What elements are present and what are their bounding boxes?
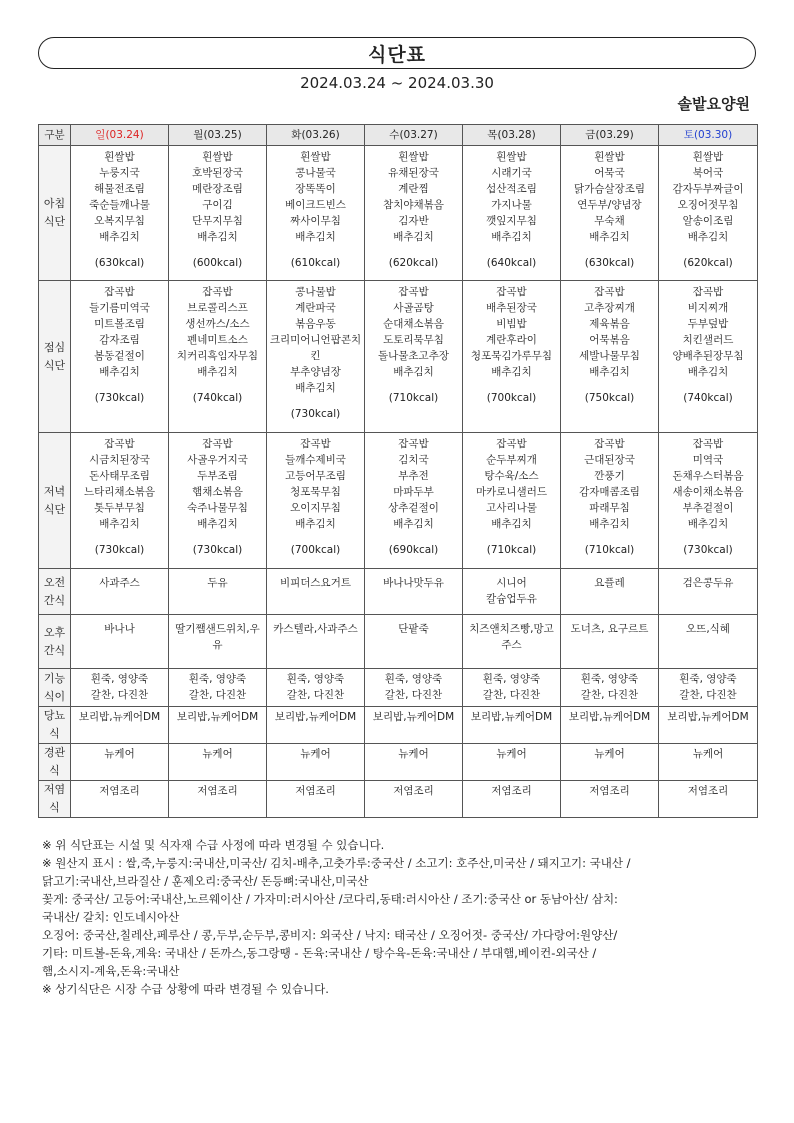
menu-cell bbox=[463, 781, 561, 818]
menu-cell bbox=[71, 781, 169, 818]
menu-item: 검은콩두유 bbox=[682, 577, 734, 589]
menu-item: 부추겉절이 bbox=[682, 502, 734, 514]
note-line: 닭고기:국내산,브라질산 / 훈제오리:중국산/ 돈등뼈:국내산,미국산 bbox=[42, 874, 369, 888]
menu-item: 시금치된장국 bbox=[89, 454, 150, 466]
menu-item: 고사리나물 bbox=[486, 502, 537, 514]
menu-item: 흰죽, 영양죽 갈찬, 다진찬 bbox=[580, 673, 639, 701]
menu-item: 돈채우스터볶음 bbox=[672, 470, 744, 482]
menu-item: 배추김치 bbox=[393, 231, 434, 243]
menu-item: 유채된장국 bbox=[388, 167, 439, 179]
menu-item: 보리밥,뉴케어DM bbox=[568, 711, 651, 723]
calorie-label: (730kcal) bbox=[683, 544, 733, 556]
menu-item: 잡곡밥 bbox=[104, 438, 135, 450]
menu-item: 잡곡밥 bbox=[594, 438, 625, 450]
menu-item: 비빔밥 bbox=[496, 318, 527, 330]
menu-item: 뉴케어 bbox=[104, 748, 135, 760]
menu-cell bbox=[169, 433, 267, 569]
menu-item: 뉴케어 bbox=[594, 748, 625, 760]
menu-cell bbox=[71, 569, 169, 615]
menu-item: 감자조림 bbox=[99, 334, 140, 346]
menu-item: 계란파국 bbox=[295, 302, 336, 314]
menu-item: 오이지무침 bbox=[290, 502, 341, 514]
calorie-label: (630kcal) bbox=[94, 257, 145, 269]
menu-item: 배추김치 bbox=[393, 518, 434, 530]
menu-item: 배추김치 bbox=[589, 366, 630, 378]
menu-item: 미역국 bbox=[692, 454, 724, 466]
menu-item: 흰쌀밥 bbox=[202, 151, 233, 163]
menu-cell bbox=[267, 707, 365, 744]
menu-item: 오징어젓무침 bbox=[677, 199, 739, 211]
row-category-label: 당뇨 식 bbox=[39, 707, 71, 744]
menu-cell bbox=[169, 281, 267, 433]
menu-item: 마카로니샐러드 bbox=[475, 486, 547, 498]
menu-item: 북어국 bbox=[692, 167, 724, 179]
menu-item: 저염조리 bbox=[687, 785, 729, 797]
menu-item: 잡곡밥 bbox=[202, 438, 233, 450]
menu-item: 저염조리 bbox=[99, 785, 140, 797]
menu-item: 뉴케어 bbox=[300, 748, 331, 760]
menu-cell bbox=[267, 433, 365, 569]
menu-row bbox=[39, 744, 758, 781]
menu-row bbox=[39, 146, 758, 281]
note-line: ※ 위 식단표는 시설 및 식자재 수급 사정에 따라 변경될 수 있습니다. bbox=[42, 838, 385, 852]
calorie-label: (700kcal) bbox=[290, 544, 341, 556]
menu-cell bbox=[169, 569, 267, 615]
menu-item: 돈사태무조림 bbox=[89, 470, 150, 482]
menu-item: 보리밥,뉴케어DM bbox=[176, 711, 259, 723]
menu-item: 바나나맛두유 bbox=[383, 577, 444, 589]
menu-item: 보리밥,뉴케어DM bbox=[667, 711, 749, 723]
menu-item: 마파두부 bbox=[393, 486, 434, 498]
menu-cell bbox=[169, 146, 267, 281]
menu-cell bbox=[169, 781, 267, 818]
menu-item: 죽순들깨나물 bbox=[89, 199, 150, 211]
menu-item: 섭산적조림 bbox=[486, 183, 537, 195]
menu-item: 배추김치 bbox=[491, 366, 532, 378]
menu-item: 브로콜리스프 bbox=[187, 302, 248, 314]
menu-cell bbox=[365, 146, 463, 281]
menu-cell bbox=[561, 569, 659, 615]
menu-cell bbox=[169, 669, 267, 707]
menu-cell bbox=[463, 744, 561, 781]
menu-item: 비지찌개 bbox=[687, 302, 729, 314]
menu-item: 흰죽, 영양죽 갈찬, 다진찬 bbox=[286, 673, 345, 701]
calorie-label: (620kcal) bbox=[683, 257, 733, 269]
menu-item: 배추김치 bbox=[197, 366, 238, 378]
menu-row bbox=[39, 707, 758, 744]
menu-cell bbox=[267, 569, 365, 615]
menu-item: 김자반 bbox=[398, 215, 429, 227]
menu-item: 흰쌀밥 bbox=[594, 151, 625, 163]
row-category-label: 저녁 식단 bbox=[39, 433, 71, 569]
menu-item: 펜네미트소스 bbox=[187, 334, 248, 346]
menu-cell bbox=[267, 615, 365, 669]
menu-item: 김치국 bbox=[398, 454, 429, 466]
menu-item: 두부조림 bbox=[197, 470, 238, 482]
organization-name: 솔밭요양원 bbox=[677, 95, 750, 113]
menu-item: 도너츠, 요구르트 bbox=[570, 623, 649, 635]
menu-item: 잡곡밥 bbox=[104, 286, 135, 298]
menu-item: 돌나물초고추장 bbox=[377, 350, 449, 362]
calorie-label: (690kcal) bbox=[388, 544, 439, 556]
menu-item: 들깨수제비국 bbox=[285, 454, 346, 466]
calorie-label: (740kcal) bbox=[192, 392, 243, 404]
note-line: 꽃게: 중국산/ 고등어:국내산,노르웨이산 / 가자미:러시아산 /코다리,동태:러시아산 / 조기:중국산 or 동남아산/ 삼치: bbox=[42, 892, 618, 906]
menu-item: 두부덮밥 bbox=[687, 318, 729, 330]
menu-item: 비피더스요거트 bbox=[279, 577, 351, 589]
menu-item: 양배추된장무침 bbox=[672, 350, 744, 362]
menu-item: 햄채소볶음 bbox=[192, 486, 243, 498]
menu-cell bbox=[659, 615, 758, 669]
menu-item: 새송이채소볶음 bbox=[672, 486, 744, 498]
menu-item: 잡곡밥 bbox=[496, 286, 527, 298]
menu-item: 오뜨,식혜 bbox=[686, 623, 730, 635]
menu-item: 단팥죽 bbox=[398, 623, 429, 635]
menu-row bbox=[39, 669, 758, 707]
row-category-label: 점심 식단 bbox=[39, 281, 71, 433]
menu-item: 호박된장국 bbox=[192, 167, 243, 179]
menu-cell bbox=[561, 146, 659, 281]
menu-item: 어묵국 bbox=[594, 167, 625, 179]
menu-item: 치커리흑임자무침 bbox=[176, 350, 259, 362]
menu-item: 잡곡밥 bbox=[692, 438, 724, 450]
menu-item: 감자두부짜글이 bbox=[672, 183, 744, 195]
menu-item: 순대채소볶음 bbox=[383, 318, 444, 330]
day-header-mon: 월(03.25) bbox=[169, 125, 267, 146]
calorie-label: (710kcal) bbox=[388, 392, 439, 404]
menu-item: 저염조리 bbox=[589, 785, 630, 797]
day-header-wed: 수(03.27) bbox=[365, 125, 463, 146]
menu-item: 사과주스 bbox=[99, 577, 140, 589]
calorie-label: (730kcal) bbox=[94, 544, 145, 556]
menu-item: 보리밥,뉴케어DM bbox=[470, 711, 553, 723]
menu-item: 제육볶음 bbox=[589, 318, 630, 330]
menu-item: 흰죽, 영양죽 갈찬, 다진찬 bbox=[482, 673, 541, 701]
menu-item: 배추김치 bbox=[491, 518, 532, 530]
day-header-thu: 목(03.28) bbox=[463, 125, 561, 146]
note-line: 국내산/ 갈치: 인도네시아산 bbox=[42, 910, 180, 924]
menu-cell bbox=[365, 569, 463, 615]
menu-cell bbox=[659, 433, 758, 569]
header-row bbox=[39, 125, 758, 146]
calorie-label: (700kcal) bbox=[486, 392, 537, 404]
menu-item: 흰쌀밥 bbox=[104, 151, 135, 163]
calorie-label: (750kcal) bbox=[584, 392, 635, 404]
menu-cell bbox=[267, 669, 365, 707]
menu-item: 흰쌀밥 bbox=[496, 151, 527, 163]
note-line: 햄,소시지-계육,돈육:국내산 bbox=[42, 964, 180, 978]
menu-item: 배추김치 bbox=[295, 382, 336, 394]
menu-item: 숙주나물무침 bbox=[187, 502, 248, 514]
menu-cell bbox=[463, 569, 561, 615]
menu-cell bbox=[659, 146, 758, 281]
menu-item: 근대된장국 bbox=[584, 454, 635, 466]
menu-item: 저염조리 bbox=[393, 785, 434, 797]
menu-cell bbox=[659, 281, 758, 433]
menu-cell bbox=[71, 146, 169, 281]
menu-item: 메란장조림 bbox=[192, 183, 243, 195]
menu-item: 콩나물국 bbox=[295, 167, 336, 179]
menu-cell bbox=[463, 281, 561, 433]
menu-item: 사골우거지국 bbox=[187, 454, 248, 466]
row-category-label: 기능 식이 bbox=[39, 669, 71, 707]
menu-cell bbox=[71, 744, 169, 781]
menu-item: 흰죽, 영양죽 갈찬, 다진찬 bbox=[384, 673, 443, 701]
menu-cell bbox=[365, 669, 463, 707]
menu-cell bbox=[267, 146, 365, 281]
menu-item: 봄동겉절이 bbox=[94, 350, 145, 362]
menu-cell bbox=[463, 433, 561, 569]
menu-item: 저염조리 bbox=[295, 785, 336, 797]
menu-cell bbox=[659, 744, 758, 781]
menu-cell bbox=[365, 433, 463, 569]
menu-cell bbox=[71, 669, 169, 707]
menu-item: 배추김치 bbox=[197, 231, 238, 243]
menu-body bbox=[39, 146, 758, 818]
menu-item: 흰죽, 영양죽 갈찬, 다진찬 bbox=[188, 673, 247, 701]
menu-item: 감자매콤조림 bbox=[579, 486, 640, 498]
menu-item: 장똑똑이 bbox=[295, 183, 336, 195]
menu-cell bbox=[71, 707, 169, 744]
menu-row bbox=[39, 615, 758, 669]
menu-cell bbox=[561, 281, 659, 433]
menu-item: 청포묵김가루무침 bbox=[470, 350, 553, 362]
menu-item: 청포묵무침 bbox=[290, 486, 341, 498]
menu-item: 계란후라이 bbox=[486, 334, 537, 346]
menu-item: 단무지무침 bbox=[192, 215, 243, 227]
menu-cell bbox=[365, 781, 463, 818]
day-header-sat: 토(03.30) bbox=[659, 125, 758, 146]
menu-item: 시니어 칼슘업두유 bbox=[486, 577, 537, 605]
menu-item: 파래무침 bbox=[589, 502, 630, 514]
menu-item: 연두부/양념장 bbox=[577, 199, 642, 211]
menu-item: 베이크드빈스 bbox=[285, 199, 346, 211]
menu-item: 배추김치 bbox=[99, 366, 140, 378]
menu-item: 배추김치 bbox=[589, 518, 630, 530]
menu-item: 배추김치 bbox=[295, 231, 336, 243]
calorie-label: (600kcal) bbox=[192, 257, 243, 269]
menu-item: 흰쌀밥 bbox=[692, 151, 724, 163]
menu-item: 콩나물밥 bbox=[295, 286, 336, 298]
menu-item: 부추양념장 bbox=[290, 366, 341, 378]
menu-item: 고추장찌개 bbox=[584, 302, 635, 314]
menu-item: 흰쌀밥 bbox=[398, 151, 429, 163]
menu-item: 사골곰탕 bbox=[393, 302, 434, 314]
menu-item: 잡곡밥 bbox=[594, 286, 625, 298]
menu-item: 들기름미역국 bbox=[89, 302, 150, 314]
note-line: ※ 상기식단은 시장 수급 상황에 따라 변경될 수 있습니다. bbox=[42, 982, 329, 996]
menu-item: 잡곡밥 bbox=[300, 438, 331, 450]
menu-cell bbox=[169, 707, 267, 744]
row-category-label: 저염 식 bbox=[39, 781, 71, 818]
menu-item: 닭가슴살장조림 bbox=[573, 183, 645, 195]
notes-section bbox=[42, 836, 762, 998]
menu-item: 잡곡밥 bbox=[398, 286, 429, 298]
menu-item: 오복지무침 bbox=[94, 215, 145, 227]
header-label: 구분 bbox=[39, 125, 71, 146]
menu-item: 바나나 bbox=[104, 623, 135, 635]
menu-cell bbox=[659, 707, 758, 744]
menu-row bbox=[39, 569, 758, 615]
menu-item: 요플레 bbox=[594, 577, 625, 589]
menu-item: 뉴케어 bbox=[202, 748, 233, 760]
menu-item: 고등어무조림 bbox=[285, 470, 346, 482]
menu-item: 부추전 bbox=[398, 470, 429, 482]
menu-row bbox=[39, 781, 758, 818]
menu-item: 저염조리 bbox=[491, 785, 532, 797]
menu-item: 톳두부무침 bbox=[94, 502, 145, 514]
calorie-label: (730kcal) bbox=[192, 544, 243, 556]
menu-title: 식단표 bbox=[38, 37, 756, 69]
note-line: 오징어: 중국산,칠레산,페루산 / 콩,두부,순두부,콩비지: 외국산 / 낙지: 태국산 / 오징어젓- 중국산/ 가다랑어:원양산/ bbox=[42, 928, 618, 942]
menu-item: 순두부찌개 bbox=[486, 454, 537, 466]
menu-item: 치킨샐러드 bbox=[682, 334, 734, 346]
menu-item: 배추김치 bbox=[491, 231, 532, 243]
menu-item: 잡곡밥 bbox=[202, 286, 233, 298]
day-header-sun: 일(03.24) bbox=[71, 125, 169, 146]
menu-item: 흰죽, 영양죽 갈찬, 다진찬 bbox=[679, 673, 737, 701]
menu-cell bbox=[463, 707, 561, 744]
menu-cell bbox=[365, 707, 463, 744]
weekly-menu-table bbox=[38, 124, 758, 818]
menu-item: 세발나물무침 bbox=[579, 350, 640, 362]
row-category-label: 오후 간식 bbox=[39, 615, 71, 669]
menu-item: 배추김치 bbox=[687, 518, 729, 530]
calorie-label: (710kcal) bbox=[584, 544, 635, 556]
row-category-label: 오전 간식 bbox=[39, 569, 71, 615]
menu-item: 배추김치 bbox=[687, 366, 729, 378]
menu-item: 참치야채볶음 bbox=[383, 199, 444, 211]
menu-item: 배추김치 bbox=[589, 231, 630, 243]
menu-item: 배추김치 bbox=[99, 231, 140, 243]
menu-cell bbox=[463, 615, 561, 669]
menu-item: 뉴케어 bbox=[398, 748, 429, 760]
menu-period: 2024.03.24 ~ 2024.03.30 bbox=[300, 74, 494, 92]
menu-cell bbox=[561, 781, 659, 818]
menu-item: 누룽지국 bbox=[99, 167, 140, 179]
menu-item: 배추된장국 bbox=[486, 302, 537, 314]
menu-item: 잡곡밥 bbox=[398, 438, 429, 450]
calorie-label: (740kcal) bbox=[683, 392, 733, 404]
calorie-label: (630kcal) bbox=[584, 257, 635, 269]
menu-row bbox=[39, 281, 758, 433]
calorie-label: (730kcal) bbox=[94, 392, 145, 404]
menu-item: 생선까스/소스 bbox=[185, 318, 250, 330]
menu-cell bbox=[71, 281, 169, 433]
menu-item: 시래기국 bbox=[491, 167, 532, 179]
menu-item: 배추김치 bbox=[687, 231, 729, 243]
menu-cell bbox=[659, 569, 758, 615]
menu-cell bbox=[267, 281, 365, 433]
menu-item: 크리미어니언팝콘치킨 bbox=[269, 334, 362, 362]
menu-item: 느타리채소볶음 bbox=[83, 486, 155, 498]
menu-row bbox=[39, 433, 758, 569]
menu-item: 깻잎지무침 bbox=[486, 215, 537, 227]
menu-cell bbox=[267, 744, 365, 781]
menu-cell bbox=[71, 615, 169, 669]
row-category-label: 아침 식단 bbox=[39, 146, 71, 281]
menu-cell bbox=[561, 744, 659, 781]
menu-cell bbox=[365, 615, 463, 669]
menu-cell bbox=[561, 669, 659, 707]
menu-item: 미트볼조림 bbox=[94, 318, 145, 330]
menu-cell bbox=[561, 615, 659, 669]
menu-item: 볶음우동 bbox=[295, 318, 336, 330]
menu-item: 계란찜 bbox=[398, 183, 429, 195]
menu-item: 치즈앤치즈빵,망고주스 bbox=[469, 623, 554, 651]
calorie-label: (620kcal) bbox=[388, 257, 439, 269]
menu-item: 배추김치 bbox=[99, 518, 140, 530]
menu-cell bbox=[561, 707, 659, 744]
menu-item: 잡곡밥 bbox=[692, 286, 724, 298]
menu-item: 카스텔라,사과주스 bbox=[273, 623, 358, 635]
menu-item: 탕수육/소스 bbox=[484, 470, 539, 482]
menu-item: 상추겉절이 bbox=[388, 502, 439, 514]
menu-cell bbox=[463, 669, 561, 707]
menu-item: 배추김치 bbox=[295, 518, 336, 530]
menu-cell bbox=[561, 433, 659, 569]
menu-item: 도토리묵무침 bbox=[383, 334, 444, 346]
note-line: 기타: 미트볼-돈육,계육: 국내산 / 돈까스,동그랑땡 - 돈육:국내산 / 탕수육-돈육:국내산 / 부대햄,베이컨-외국산 / bbox=[42, 946, 597, 960]
menu-item: 뉴케어 bbox=[496, 748, 527, 760]
menu-cell bbox=[267, 781, 365, 818]
menu-item: 어묵볶음 bbox=[589, 334, 630, 346]
menu-cell bbox=[365, 744, 463, 781]
menu-item: 배추김치 bbox=[393, 366, 434, 378]
menu-cell bbox=[659, 781, 758, 818]
menu-item: 깐풍기 bbox=[594, 470, 625, 482]
day-header-tue: 화(03.26) bbox=[267, 125, 365, 146]
menu-item: 보리밥,뉴케어DM bbox=[274, 711, 357, 723]
menu-cell bbox=[365, 281, 463, 433]
menu-item: 알송이조림 bbox=[682, 215, 734, 227]
note-line: ※ 원산지 표시 : 쌀,죽,누룽지:국내산,미국산/ 김치-배추,고춧가루:중국산 / 소고기: 호주산,미국산 / 돼지고기: 국내산 / bbox=[42, 856, 631, 870]
calorie-label: (730kcal) bbox=[290, 408, 341, 420]
calorie-label: (610kcal) bbox=[290, 257, 341, 269]
menu-item: 짜사이무침 bbox=[290, 215, 341, 227]
calorie-label: (710kcal) bbox=[486, 544, 537, 556]
menu-item: 해물전조림 bbox=[94, 183, 145, 195]
menu-cell bbox=[71, 433, 169, 569]
calorie-label: (640kcal) bbox=[486, 257, 537, 269]
menu-item: 두유 bbox=[207, 577, 228, 589]
row-category-label: 경관 식 bbox=[39, 744, 71, 781]
menu-cell bbox=[659, 669, 758, 707]
menu-cell bbox=[169, 744, 267, 781]
menu-item: 구이김 bbox=[202, 199, 233, 211]
menu-item: 잡곡밥 bbox=[496, 438, 527, 450]
menu-item: 보리밥,뉴케어DM bbox=[78, 711, 161, 723]
menu-item: 흰쌀밥 bbox=[300, 151, 331, 163]
day-header-fri: 금(03.29) bbox=[561, 125, 659, 146]
menu-item: 딸기쨈샌드위치,우유 bbox=[175, 623, 260, 651]
menu-item: 배추김치 bbox=[197, 518, 238, 530]
menu-item: 뉴케어 bbox=[692, 748, 724, 760]
menu-cell bbox=[463, 146, 561, 281]
menu-cell bbox=[169, 615, 267, 669]
menu-item: 무숙채 bbox=[594, 215, 625, 227]
menu-item: 흰죽, 영양죽 갈찬, 다진찬 bbox=[90, 673, 149, 701]
menu-item: 가지나물 bbox=[491, 199, 532, 211]
menu-item: 보리밥,뉴케어DM bbox=[372, 711, 455, 723]
menu-item: 저염조리 bbox=[197, 785, 238, 797]
